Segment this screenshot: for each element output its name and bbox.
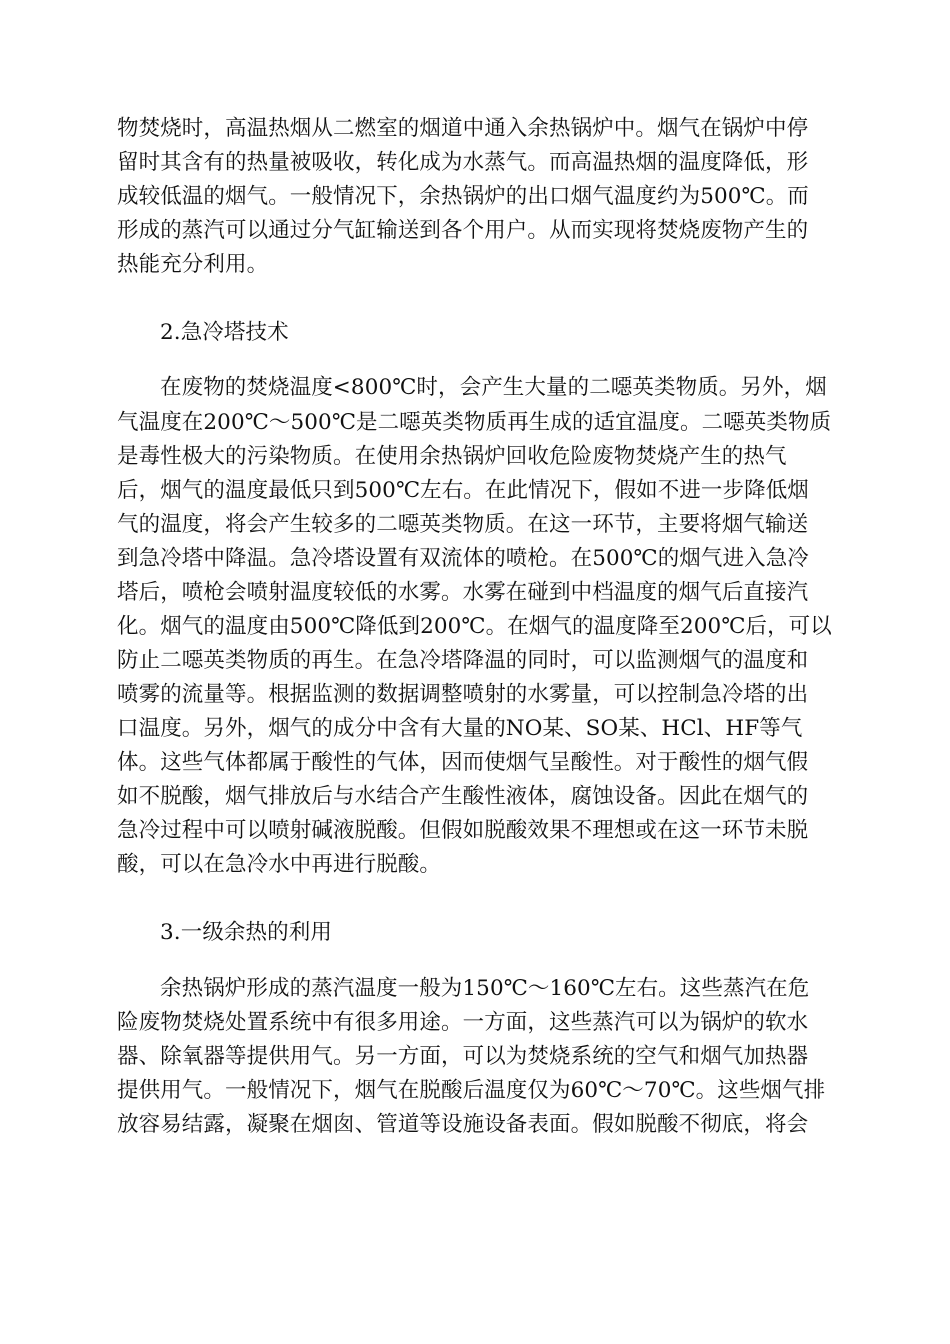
paragraph-line: 留时其含有的热量被吸收，转化成为水蒸气。而高温热烟的温度降低，形 [117,150,809,175]
paragraph-line: 口温度。另外，烟气的成分中含有大量的NO某、SO某、HCl、HF等气 [117,716,803,741]
paragraph-line: 体。这些气体都属于酸性的气体，因而使烟气呈酸性。对于酸性的烟气假 [117,750,809,775]
paragraph-line: 到急冷塔中降温。急冷塔设置有双流体的喷枪。在500℃的烟气进入急冷 [117,546,809,571]
paragraph-line: 喷雾的流量等。根据监测的数据调整喷射的水雾量，可以控制急冷塔的出 [117,682,809,707]
paragraph-line: 化。烟气的温度由500℃降低到200℃。在烟气的温度降至200℃后，可以 [117,614,832,639]
paragraph-line: 在废物的焚烧温度<800℃时，会产生大量的二噁英类物质。另外，烟 [160,375,827,400]
paragraph-line: 塔后，喷枪会喷射温度较低的水雾。水雾在碰到中档温度的烟气后直接汽 [117,580,809,605]
section-heading: 3.一级余热的利用 [160,920,332,945]
paragraph-line: 成较低温的烟气。一般情况下，余热锅炉的出口烟气温度约为500℃。而 [117,184,809,209]
paragraph-line: 急冷过程中可以喷射碱液脱酸。但假如脱酸效果不理想或在这一环节未脱 [117,818,809,843]
paragraph-line: 防止二噁英类物质的再生。在急冷塔降温的同时，可以监测烟气的温度和 [117,648,809,673]
paragraph-line: 后，烟气的温度最低只到500℃左右。在此情况下，假如不进一步降低烟 [117,478,809,503]
paragraph-line: 器、除氧器等提供用气。另一方面，可以为焚烧系统的空气和烟气加热器 [117,1044,809,1069]
paragraph-line: 气温度在200℃～500℃是二噁英类物质再生成的适宜温度。二噁英类物质 [117,410,832,435]
paragraph-line: 放容易结露，凝聚在烟囱、管道等设施设备表面。假如脱酸不彻底，将会 [117,1112,809,1137]
paragraph-line: 酸，可以在急冷水中再进行脱酸。 [117,852,442,877]
paragraph-line: 是毒性极大的污染物质。在使用余热锅炉回收危险废物焚烧产生的热气 [117,444,787,469]
paragraph-line: 物焚烧时，高温热烟从二燃室的烟道中通入余热锅炉中。烟气在锅炉中停 [117,116,809,141]
paragraph-line: 气的温度，将会产生较多的二噁英类物质。在这一环节，主要将烟气输送 [117,512,809,537]
paragraph-line: 如不脱酸，烟气排放后与水结合产生酸性液体，腐蚀设备。因此在烟气的 [117,784,809,809]
paragraph-line: 形成的蒸汽可以通过分气缸输送到各个用户。从而实现将焚烧废物产生的 [117,218,809,243]
paragraph-line: 热能充分利用。 [117,252,269,277]
paragraph-line: 险废物焚烧处置系统中有很多用途。一方面，这些蒸汽可以为锅炉的软水 [117,1010,809,1035]
paragraph-line: 提供用气。一般情况下，烟气在脱酸后温度仅为60℃～70℃。这些烟气排 [117,1078,826,1103]
section-heading: 2.急冷塔技术 [160,320,289,345]
paragraph-line: 余热锅炉形成的蒸汽温度一般为150℃～160℃左右。这些蒸汽在危 [160,976,810,1001]
